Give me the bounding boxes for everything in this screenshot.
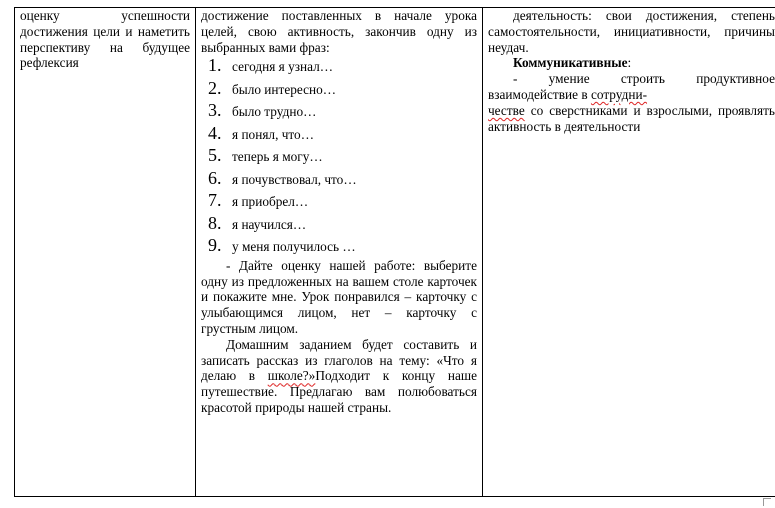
column-1-cell [15,8,196,497]
homework-spellcheck-word: школе?» [267,368,316,384]
list-item: 6. я почувствовал, что… [226,168,477,191]
col3-spellcheck-word-1: сотрудни- [590,86,648,102]
list-item: 7. я приобрел… [226,190,477,213]
list-item: 1. сегодня я узнал… [226,55,477,78]
list-item: 9. у меня получилось … [226,235,477,258]
col1-text: оценку успешности достижения цели и наметить перспективу на будущее рефлексия [20,8,190,71]
col3-paragraph-1: деятельность: свои достижения, степень самостоятельности, инициативности, причины неудач. [488,8,775,55]
list-item: 5. теперь я могу… [226,145,477,168]
list-item: 2. было интересно… [226,78,477,101]
col2-intro: достижение поставленных в начале урока целей, свою активность, закончив одну из выбранных вами фраз: [201,8,477,55]
col3-para2-b: со сверстниками и взрослыми, проявлять активность в деятельности [488,102,775,134]
phrase-list [201,55,477,258]
list-item: 3. было трудно… [226,100,477,123]
col3-heading: Коммуникативные [513,55,628,71]
homework-text-a: Домашним заданием будет составить и записать рассказ из глаголов на тему: «Что я делаю в [201,336,477,384]
list-item: 8. я научился… [226,213,477,236]
list-item: 4. я понял, что… [226,123,477,146]
col3-paragraph-2 [488,71,775,103]
col3-spellcheck-word-2: честве [488,102,525,118]
page-corner-mark [763,498,771,506]
col3-para2-a: - умение строить продуктивное взаимодействие в [488,71,775,102]
col3-heading-suffix: : [627,55,632,71]
col2-homework-paragraph [201,337,477,416]
homework-text-b: Подходит к концу наше путешествие. Предлагаю вам полюбоваться красотой природы нашей страны. [201,368,477,416]
lesson-table [14,7,775,497]
column-2-cell [196,8,483,497]
col3-paragraph-3 [488,103,775,135]
col3-heading-line [488,55,775,71]
table-row [15,8,775,497]
column-3-cell [483,8,775,497]
col2-rate-paragraph: - Дайте оценку нашей работе: выберите одну из предложенных на вашем столе карточек и покажите мне. Урок понравился – карточку с улыбающимся лицом, нет – карточку с грустным лицом. [201,257,477,337]
